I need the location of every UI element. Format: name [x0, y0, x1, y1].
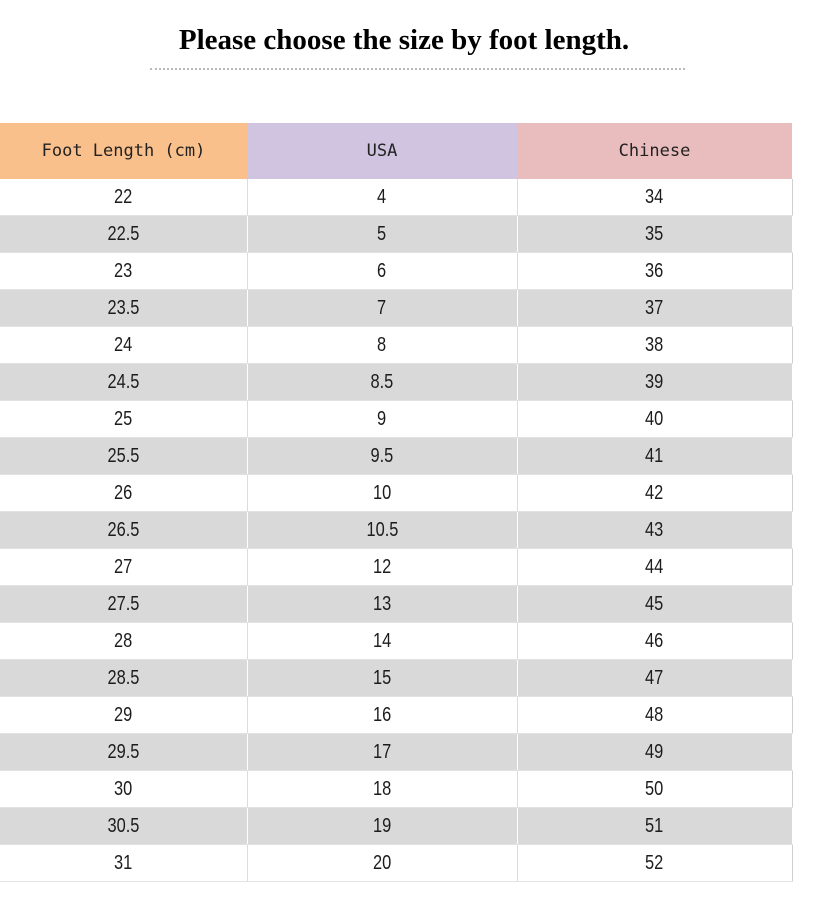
- usa-size-cell-value: 4: [377, 185, 387, 208]
- usa-size-cell: [247, 660, 517, 697]
- usa-size-cell-value: 9.5: [370, 444, 394, 467]
- chinese-size-cell: [517, 771, 792, 808]
- table-header-row: [0, 123, 792, 179]
- foot-length-cell: [0, 475, 247, 512]
- usa-size-cell-value: 15: [372, 666, 392, 689]
- usa-size-cell: [247, 734, 517, 771]
- usa-size-cell: [247, 327, 517, 364]
- title-underline: [150, 68, 685, 73]
- usa-size-cell: [247, 549, 517, 586]
- table-row: [0, 179, 792, 216]
- chinese-size-cell: [517, 549, 792, 586]
- foot-length-cell: [0, 438, 247, 475]
- table-row: [0, 253, 792, 290]
- foot-length-cell-value: 28: [114, 629, 133, 652]
- usa-size-cell: [247, 216, 517, 253]
- chinese-size-cell: [517, 697, 792, 734]
- header-foot-length: Foot Length (cm): [0, 123, 247, 179]
- chinese-size-cell-value: 37: [645, 296, 664, 319]
- foot-length-cell: [0, 364, 247, 401]
- usa-size-cell: [247, 179, 517, 216]
- foot-length-cell-value: 22: [114, 185, 133, 208]
- chinese-size-cell-value: 36: [645, 259, 664, 282]
- chinese-size-cell-value: 42: [645, 481, 664, 504]
- usa-size-cell-value: 12: [372, 555, 392, 578]
- usa-size-cell-value: 18: [372, 777, 392, 800]
- table-row: [0, 660, 792, 697]
- usa-size-cell: [247, 401, 517, 438]
- chinese-size-cell: [517, 586, 792, 623]
- foot-length-cell: [0, 401, 247, 438]
- chinese-size-cell-value: 38: [645, 333, 664, 356]
- foot-length-cell-value: 23: [114, 259, 133, 282]
- usa-size-cell: [247, 845, 517, 882]
- usa-size-cell-value: 5: [377, 222, 387, 245]
- foot-length-cell-value: 27: [114, 555, 133, 578]
- foot-length-cell: [0, 253, 247, 290]
- chinese-size-cell: [517, 660, 792, 697]
- foot-length-cell: [0, 586, 247, 623]
- usa-size-cell-value: 9: [377, 407, 387, 430]
- chinese-size-cell-value: 39: [645, 370, 664, 393]
- chinese-size-cell: [517, 512, 792, 549]
- foot-length-cell: [0, 216, 247, 253]
- chinese-size-cell-value: 51: [645, 814, 664, 837]
- chinese-size-cell: [517, 253, 792, 290]
- usa-size-cell: [247, 438, 517, 475]
- usa-size-cell: [247, 586, 517, 623]
- foot-length-cell-value: 23.5: [107, 296, 140, 319]
- usa-size-cell-value: 8.5: [370, 370, 394, 393]
- foot-length-cell-value: 24.5: [107, 370, 140, 393]
- chinese-size-cell: [517, 438, 792, 475]
- chinese-size-cell-value: 35: [645, 222, 664, 245]
- chinese-size-cell-value: 34: [645, 185, 664, 208]
- size-chart-table: [0, 123, 793, 882]
- table-row: [0, 401, 792, 438]
- foot-length-cell-value: 26: [114, 481, 133, 504]
- chinese-size-cell: [517, 327, 792, 364]
- table-row: [0, 216, 792, 253]
- usa-size-cell-value: 8: [377, 333, 387, 356]
- header-usa: USA: [247, 123, 517, 179]
- foot-length-cell-value: 25: [114, 407, 133, 430]
- usa-size-cell-value: 16: [372, 703, 392, 726]
- chinese-size-cell-value: 48: [645, 703, 664, 726]
- chinese-size-cell: [517, 179, 792, 216]
- foot-length-cell-value: 28.5: [107, 666, 140, 689]
- usa-size-cell: [247, 290, 517, 327]
- chinese-size-cell: [517, 623, 792, 660]
- foot-length-cell-value: 29.5: [107, 740, 140, 763]
- usa-size-cell-value: 10: [372, 481, 392, 504]
- table-row: [0, 771, 792, 808]
- foot-length-cell: [0, 697, 247, 734]
- foot-length-cell: [0, 512, 247, 549]
- page-title: Please choose the size by foot length.: [178, 24, 630, 56]
- table-row: [0, 438, 792, 475]
- table-row: [0, 623, 792, 660]
- header-chinese: Chinese: [517, 123, 792, 179]
- chinese-size-cell: [517, 216, 792, 253]
- foot-length-cell-value: 27.5: [107, 592, 140, 615]
- usa-size-cell-value: 19: [372, 814, 392, 837]
- foot-length-cell: [0, 179, 247, 216]
- foot-length-cell-value: 30.5: [107, 814, 140, 837]
- chinese-size-cell-value: 40: [645, 407, 664, 430]
- usa-size-cell-value: 10.5: [366, 518, 398, 541]
- table-row: [0, 734, 792, 771]
- table-row: [0, 290, 792, 327]
- usa-size-cell: [247, 364, 517, 401]
- table-row: [0, 549, 792, 586]
- table-row: [0, 586, 792, 623]
- usa-size-cell-value: 20: [372, 851, 392, 874]
- foot-length-cell: [0, 771, 247, 808]
- usa-size-cell-value: 13: [372, 592, 392, 615]
- foot-length-cell: [0, 808, 247, 845]
- foot-length-cell: [0, 549, 247, 586]
- chinese-size-cell: [517, 845, 792, 882]
- usa-size-cell-value: 14: [372, 629, 392, 652]
- usa-size-cell: [247, 808, 517, 845]
- chinese-size-cell: [517, 808, 792, 845]
- table-row: [0, 697, 792, 734]
- usa-size-cell-value: 17: [372, 740, 392, 763]
- foot-length-cell: [0, 660, 247, 697]
- chinese-size-cell: [517, 401, 792, 438]
- chinese-size-cell-value: 50: [645, 777, 664, 800]
- chinese-size-cell-value: 45: [645, 592, 664, 615]
- usa-size-cell: [247, 623, 517, 660]
- foot-length-cell: [0, 734, 247, 771]
- foot-length-cell-value: 25.5: [107, 444, 140, 467]
- usa-size-cell-value: 7: [377, 296, 387, 319]
- usa-size-cell: [247, 771, 517, 808]
- chinese-size-cell-value: 47: [645, 666, 664, 689]
- foot-length-cell: [0, 623, 247, 660]
- foot-length-cell-value: 30: [114, 777, 133, 800]
- table-row: [0, 475, 792, 512]
- usa-size-cell-value: 6: [377, 259, 387, 282]
- foot-length-cell: [0, 290, 247, 327]
- chinese-size-cell-value: 49: [645, 740, 664, 763]
- table-body: [0, 179, 792, 882]
- foot-length-cell: [0, 845, 247, 882]
- table-row: [0, 512, 792, 549]
- foot-length-cell: [0, 327, 247, 364]
- chinese-size-cell: [517, 475, 792, 512]
- chinese-size-cell: [517, 290, 792, 327]
- chinese-size-cell-value: 43: [645, 518, 664, 541]
- usa-size-cell: [247, 475, 517, 512]
- chinese-size-cell-value: 41: [645, 444, 664, 467]
- foot-length-cell-value: 24: [114, 333, 133, 356]
- usa-size-cell: [247, 697, 517, 734]
- table-row: [0, 808, 792, 845]
- foot-length-cell-value: 29: [114, 703, 133, 726]
- table-row: [0, 364, 792, 401]
- table-row: [0, 845, 792, 882]
- chinese-size-cell: [517, 364, 792, 401]
- chinese-size-cell-value: 46: [645, 629, 664, 652]
- chinese-size-cell-value: 52: [645, 851, 664, 874]
- foot-length-cell-value: 31: [114, 851, 133, 874]
- foot-length-cell-value: 22.5: [107, 222, 140, 245]
- chinese-size-cell-value: 44: [645, 555, 664, 578]
- foot-length-cell-value: 26.5: [107, 518, 140, 541]
- usa-size-cell: [247, 253, 517, 290]
- usa-size-cell: [247, 512, 517, 549]
- chinese-size-cell: [517, 734, 792, 771]
- table-row: [0, 327, 792, 364]
